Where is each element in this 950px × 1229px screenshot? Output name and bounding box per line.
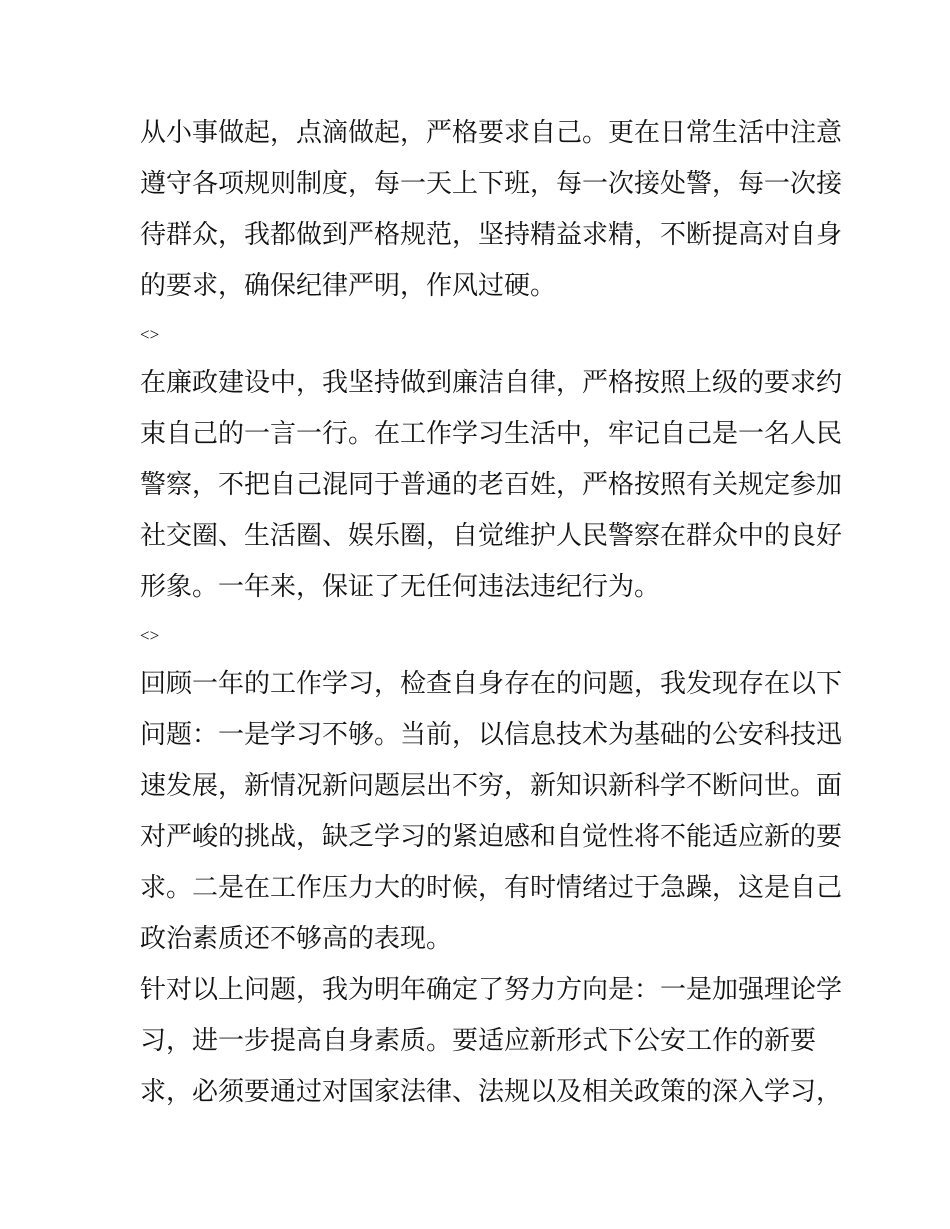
separator-marker: <> [140, 325, 160, 344]
text-line: 遵守各项规则制度，每一天上下班，每一次接处警，每一次接 [140, 169, 843, 199]
text-line: 求，必须要通过对国家法律、法规以及相关政策的深入学习， [140, 1077, 843, 1107]
text-line: 警察，不把自己混同于普通的老百姓，严格按照有关规定参加 [140, 470, 843, 500]
paragraph [140, 659, 843, 965]
text-line: 速发展，新情况新问题层出不穷，新知识新科学不断问世。面 [140, 771, 843, 801]
paragraph [140, 965, 843, 1118]
paragraph [140, 358, 843, 613]
separator-marker: <> [140, 626, 160, 645]
paragraph [140, 108, 843, 312]
text-line: 从小事做起，点滴做起，严格要求自己。更在日常生活中注意 [140, 118, 843, 148]
text-line: 形象。一年来，保证了无任何违法违纪行为。 [140, 572, 661, 602]
text-line: 待群众，我都做到严格规范，坚持精益求精，不断提高对自身 [140, 220, 843, 250]
text-line: 的要求，确保纪律严明，作风过硬。 [140, 271, 557, 301]
text-line: 求。二是在工作压力大的时候，有时情绪过于急躁，这是自己 [140, 873, 843, 903]
text-line: 问题：一是学习不够。当前，以信息技术为基础的公安科技迅 [140, 720, 843, 750]
text-line: 社交圈、生活圈、娱乐圈，自觉维护人民警察在群众中的良好 [140, 521, 843, 551]
text-line: 回顾一年的工作学习，检查自身存在的问题，我发现存在以下 [140, 669, 843, 699]
document-body [140, 108, 843, 1118]
text-line: 在廉政建设中，我坚持做到廉洁自律，严格按照上级的要求约 [140, 368, 843, 398]
text-line: 习，进一步提高自身素质。要适应新形式下公安工作的新要 [140, 1026, 817, 1056]
text-line: 政治素质还不够高的表现。 [140, 924, 453, 954]
text-line: 束自己的一言一行。在工作学习生活中，牢记自己是一名人民 [140, 419, 843, 449]
text-line: 针对以上问题，我为明年确定了努力方向是：一是加强理论学 [140, 975, 843, 1005]
text-line: 对严峻的挑战，缺乏学习的紧迫感和自觉性将不能适应新的要 [140, 822, 843, 852]
